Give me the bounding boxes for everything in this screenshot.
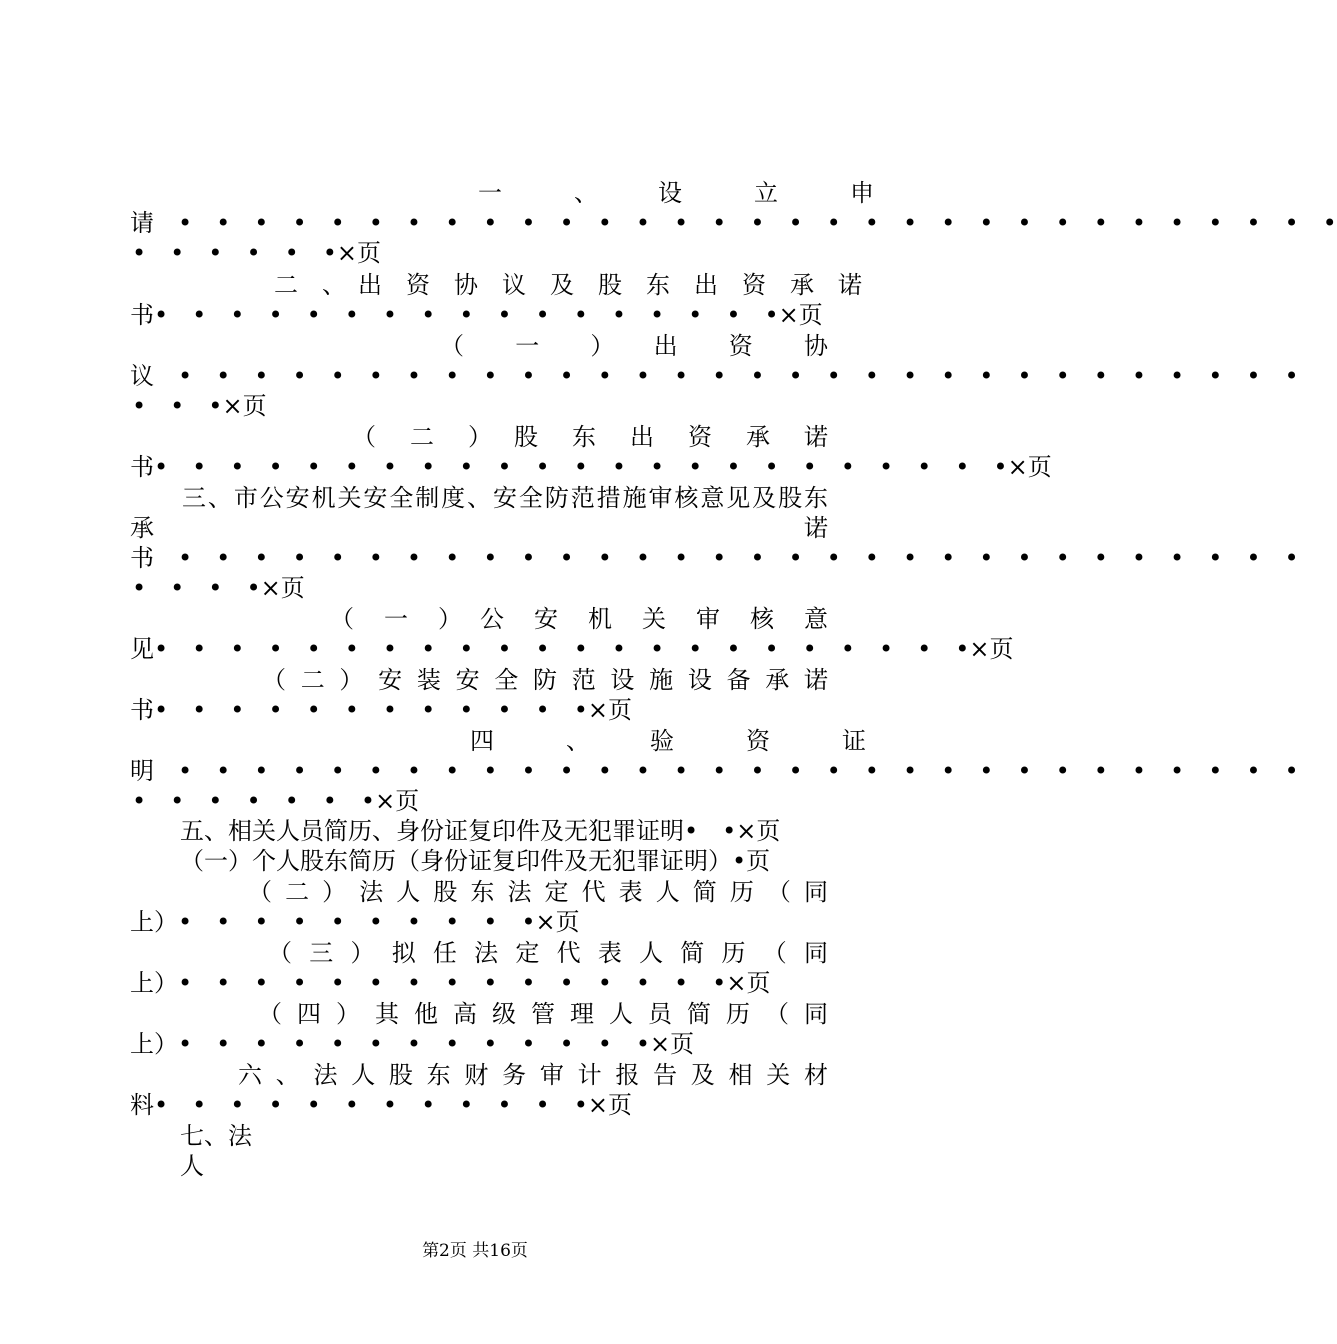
toc-line: 一 、 设 立 申 [478,179,874,207]
toc-line: 六、法人股东财务审计报告及相关材 [238,1061,828,1089]
toc-line: 四 、 验 资 证 [470,727,866,755]
toc-line: 二 、 出 资 协 议 及 股 东 出 资 承 诺 [274,271,862,299]
toc-line: 三、市公安机关安全制度、安全防范措施审核意见及股东 [182,484,828,512]
page-number-footer: 第2页 共16页 [422,1241,528,1261]
toc-line: 议 • • • • • • • • • • • • • • • • • • • • • • • • • • • • • • [130,362,1299,390]
toc-line: 上）• • • • • • • • • • • • •×页 [130,1030,695,1058]
toc-line: • • • • • • •×页 [132,787,420,815]
toc-line: （ 二 ） 股 东 出 资 承 诺 [352,423,828,451]
toc-line: 人 [180,1152,204,1180]
toc-line: 上）• • • • • • • • • • • • • • •×页 [130,969,771,997]
toc-line: （一）个人股东简历（身份证复印件及无犯罪证明）•页 [180,847,771,875]
toc-line: （三）拟任法定代表人简历（同 [268,939,828,967]
toc-line: 料• • • • • • • • • • • •×页 [130,1091,632,1119]
toc-line: 明 • • • • • • • • • • • • • • • • • • • • • • • • • • • • • • [130,757,1299,785]
toc-line: （二）法人股东法定代表人简历（同 [248,878,828,906]
toc-line: 承 诺 [130,514,828,542]
toc-line: 见• • • • • • • • • • • • • • • • • • • • • •×页 [130,635,1014,663]
toc-line: 请 • • • • • • • • • • • • • • • • • • • • • • • • • • • • • • • [130,209,1337,237]
toc-line: 书• • • • • • • • • • • • • • • • •×页 [130,301,823,329]
toc-line: 七、法 [180,1122,252,1150]
toc-line: 上）• • • • • • • • • •×页 [130,908,580,936]
toc-line: 书 • • • • • • • • • • • • • • • • • • • • • • • • • • • • • • [130,544,1299,572]
toc-line: （四）其他高级管理人员简历（同 [258,1000,828,1028]
toc-line: • • •×页 [132,392,267,420]
toc-line: 书• • • • • • • • • • • • • • • • • • • • • • •×页 [130,453,1052,481]
toc-line: • • • • • •×页 [132,239,382,267]
toc-line: （二）安装安全防范设施设备承诺 [262,666,828,694]
toc-line: （ 一 ） 出 资 协 [440,332,828,360]
toc-line: （ 一 ） 公 安 机 关 审 核 意 [330,605,828,633]
toc-line: • • • •×页 [132,574,305,602]
toc-line: 五、相关人员简历、身份证复印件及无犯罪证明• •×页 [180,817,781,845]
toc-line: 书• • • • • • • • • • • •×页 [130,696,632,724]
